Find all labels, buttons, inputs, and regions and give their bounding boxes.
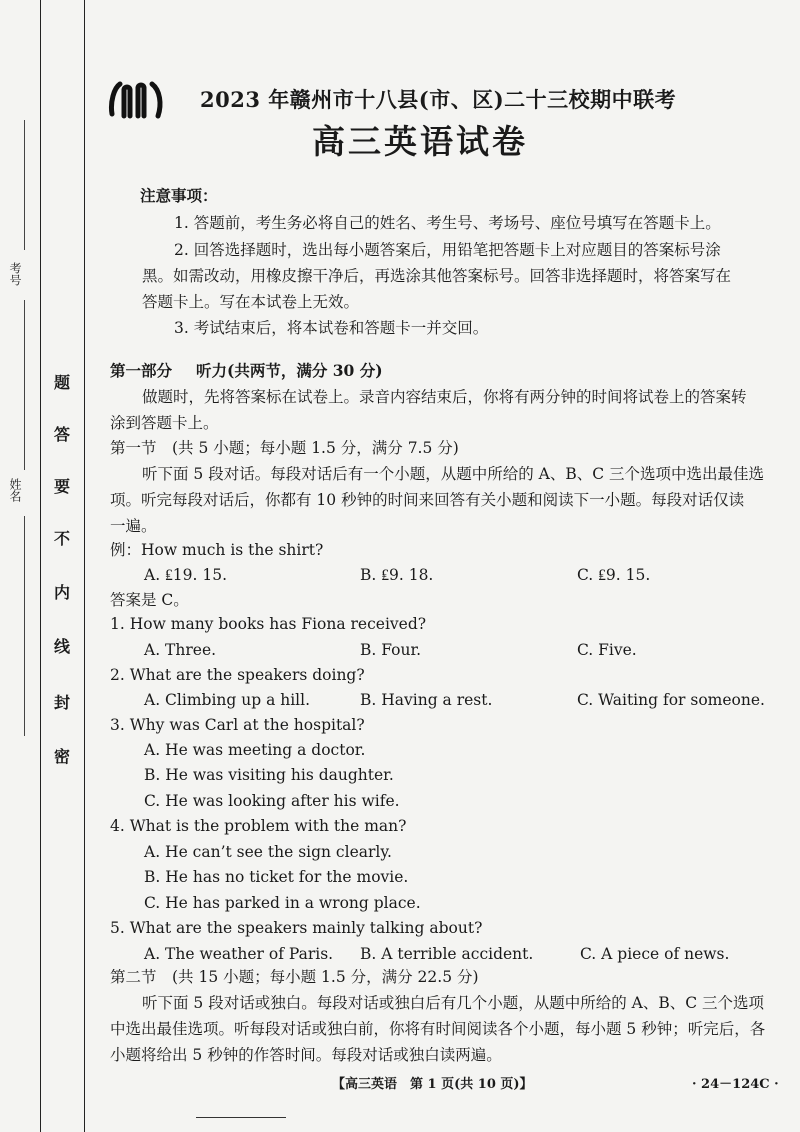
section2-intro-line: 听下面 5 段对话或独白。每段对话或独白后有几个小题，从题中所给的 A、B、C 三个选项 xyxy=(142,994,765,1012)
question-option: A. Three. xyxy=(144,641,217,659)
question-option: B. He has no ticket for the movie. xyxy=(144,868,409,886)
seal-char: 内 xyxy=(53,583,70,602)
question-option: C. He has parked in a wrong place. xyxy=(144,894,421,912)
page-footer: 【高三英语 第 1 页(共 10 页)】 xyxy=(332,1077,533,1092)
section1-heading: 第一节 (共 5 小题；每小题 1.5 分，满分 7.5 分) xyxy=(110,439,459,457)
question-option: B. Having a rest. xyxy=(360,691,493,709)
paper-code: · 24－124C · xyxy=(692,1077,779,1092)
section1-intro-line: 听下面 5 段对话。每段对话后有一个小题，从题中所给的 A、B、C 三个选项中选出最佳选 xyxy=(142,465,765,483)
notice-line: 答题卡上。写在本试卷上无效。 xyxy=(142,293,360,311)
part1-heading-label: 第一部分 xyxy=(110,361,173,380)
part1-heading: 听力(共两节，满分 30 分) xyxy=(196,361,383,380)
question-option: C. He was looking after his wife. xyxy=(144,792,400,810)
question-text: 1. How many books has Fiona received? xyxy=(110,615,427,633)
exam-no-label: 考号 xyxy=(8,262,22,286)
question-text: 2. What are the speakers doing? xyxy=(110,666,365,684)
notice-line: 2. 回答选择题时，选出每小题答案后，用铅笔把答题卡上对应题目的答案标号涂 xyxy=(174,241,721,259)
section2-heading: 第二节 (共 15 小题；每小题 1.5 分，满分 22.5 分) xyxy=(110,968,479,986)
example-option: C. ₤9. 15. xyxy=(577,566,651,584)
exam-subtitle: 高三英语试卷 xyxy=(312,122,528,161)
seal-char: 线 xyxy=(53,637,70,656)
seal-char: 密 xyxy=(53,747,70,766)
example-option: B. ₤9. 18. xyxy=(360,566,434,584)
notice-line: 3. 考试结束后，将本试卷和答题卡一并交回。 xyxy=(174,319,489,337)
name-blank-lower xyxy=(24,516,25,736)
section1-intro-line: 项。听完每段对话后，你都有 10 秒钟的时间来回答有关小题和阅读下一小题。每段对话仅读 xyxy=(110,491,745,509)
seal-char: 要 xyxy=(53,477,70,496)
notice-heading: 注意事项： xyxy=(140,186,218,205)
section1-intro-line: 一遍。 xyxy=(110,517,157,535)
question-text: 3. Why was Carl at the hospital? xyxy=(110,716,365,734)
question-option: A. The weather of Paris. xyxy=(144,945,334,963)
example-option: A. ₤19. 15. xyxy=(144,566,228,584)
seal-char: 不 xyxy=(53,529,70,548)
seal-char: 封 xyxy=(53,693,70,712)
exam-title: 2023 年赣州市十八县(市、区)二十三校期中联考 xyxy=(200,87,677,112)
part1-intro-line: 做题时，先将答案标在试卷上。录音内容结束后，你将有两分钟的时间将试卷上的答案转 xyxy=(142,388,747,406)
question-option: A. He was meeting a doctor. xyxy=(144,741,366,759)
binding-line-outer xyxy=(40,0,41,1132)
section2-intro-line: 小题将给出 5 秒钟的作答时间。每段对话或独白读两遍。 xyxy=(110,1046,502,1064)
bottom-rule xyxy=(196,1117,286,1118)
example-answer: 答案是 C。 xyxy=(110,591,189,609)
question-option: C. Waiting for someone. xyxy=(577,691,765,709)
question-option: A. Climbing up a hill. xyxy=(144,691,311,709)
name-label: 姓名 xyxy=(8,478,22,502)
question-text: 4. What is the problem with the man? xyxy=(110,817,407,835)
question-option: A. He can’t see the sign clearly. xyxy=(144,843,392,861)
example-question: 例：How much is the shirt? xyxy=(110,541,324,559)
question-option: C. Five. xyxy=(577,641,637,659)
question-option: B. A terrible accident. xyxy=(360,945,534,963)
notice-line: 黑。如需改动，用橡皮擦干净后，再选涂其他答案标号。回答非选择题时，将答案写在 xyxy=(142,267,732,285)
section2-intro-line: 中选出最佳选项。听每段对话或独白前，你将有时间阅读各个小题，每小题 5 秒钟；听完后，各 xyxy=(110,1020,766,1038)
name-blank-upper xyxy=(24,300,25,470)
seal-char: 答 xyxy=(53,425,70,444)
question-option: B. Four. xyxy=(360,641,422,659)
question-option: B. He was visiting his daughter. xyxy=(144,766,394,784)
seal-char: 题 xyxy=(53,373,70,392)
part1-intro-line: 涂到答题卡上。 xyxy=(110,414,219,432)
binding-line-inner xyxy=(84,0,85,1132)
question-text: 5. What are the speakers mainly talking about? xyxy=(110,919,483,937)
notice-line: 1. 答题前，考生务必将自己的姓名、考生号、考场号、座位号填写在答题卡上。 xyxy=(174,214,721,232)
question-option: C. A piece of news. xyxy=(580,945,730,963)
